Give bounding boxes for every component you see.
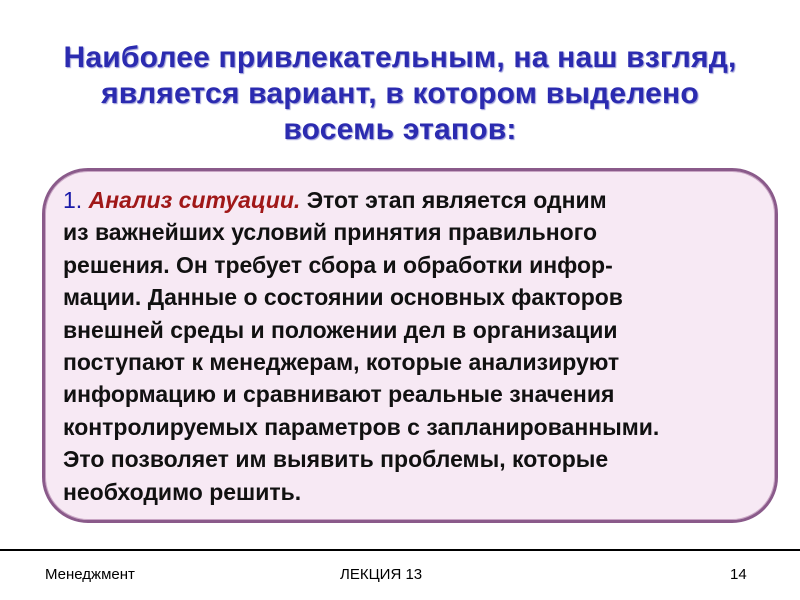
footer-divider bbox=[0, 549, 800, 551]
content-line-6: поступают к менеджерам, которые анализируют bbox=[63, 349, 620, 376]
first-line-rest: Этот этап является одним bbox=[306, 187, 607, 213]
content-line-2: из важнейших условий принятия правильного bbox=[63, 219, 598, 246]
content-line-3: решения. Он требует сбора и обработки инфор- bbox=[63, 251, 613, 278]
step-heading: Анализ ситуации. bbox=[88, 187, 301, 213]
slide-title bbox=[20, 40, 780, 148]
slide-title-line-1: Наиболее привлекательным, на наш взгляд, bbox=[63, 41, 737, 74]
content-line-7: информацию и сравнивают реальные значения bbox=[63, 381, 615, 408]
footer-course: Менеджмент bbox=[45, 566, 135, 583]
content-text bbox=[63, 184, 763, 508]
content-line-8: контролируемых параметров с запланированными. bbox=[63, 413, 660, 440]
content-line-4: мации. Данные о состоянии основных факторов bbox=[63, 284, 623, 311]
footer-page-number: 14 bbox=[730, 566, 747, 583]
content-line-5: внешней среды и положении дел в организации bbox=[63, 316, 618, 343]
slide-title-line-2: является вариант, в котором выделено bbox=[101, 77, 699, 110]
footer-lecture: ЛЕКЦИЯ 13 bbox=[340, 566, 423, 583]
content-line-10: необходимо решить. bbox=[63, 478, 302, 505]
content-first-line bbox=[63, 184, 763, 216]
content-line-9: Это позволяет им выявить проблемы, которые bbox=[63, 446, 609, 473]
step-number: 1. bbox=[63, 187, 83, 213]
slide-title-line-3: восемь этапов: bbox=[283, 113, 517, 146]
